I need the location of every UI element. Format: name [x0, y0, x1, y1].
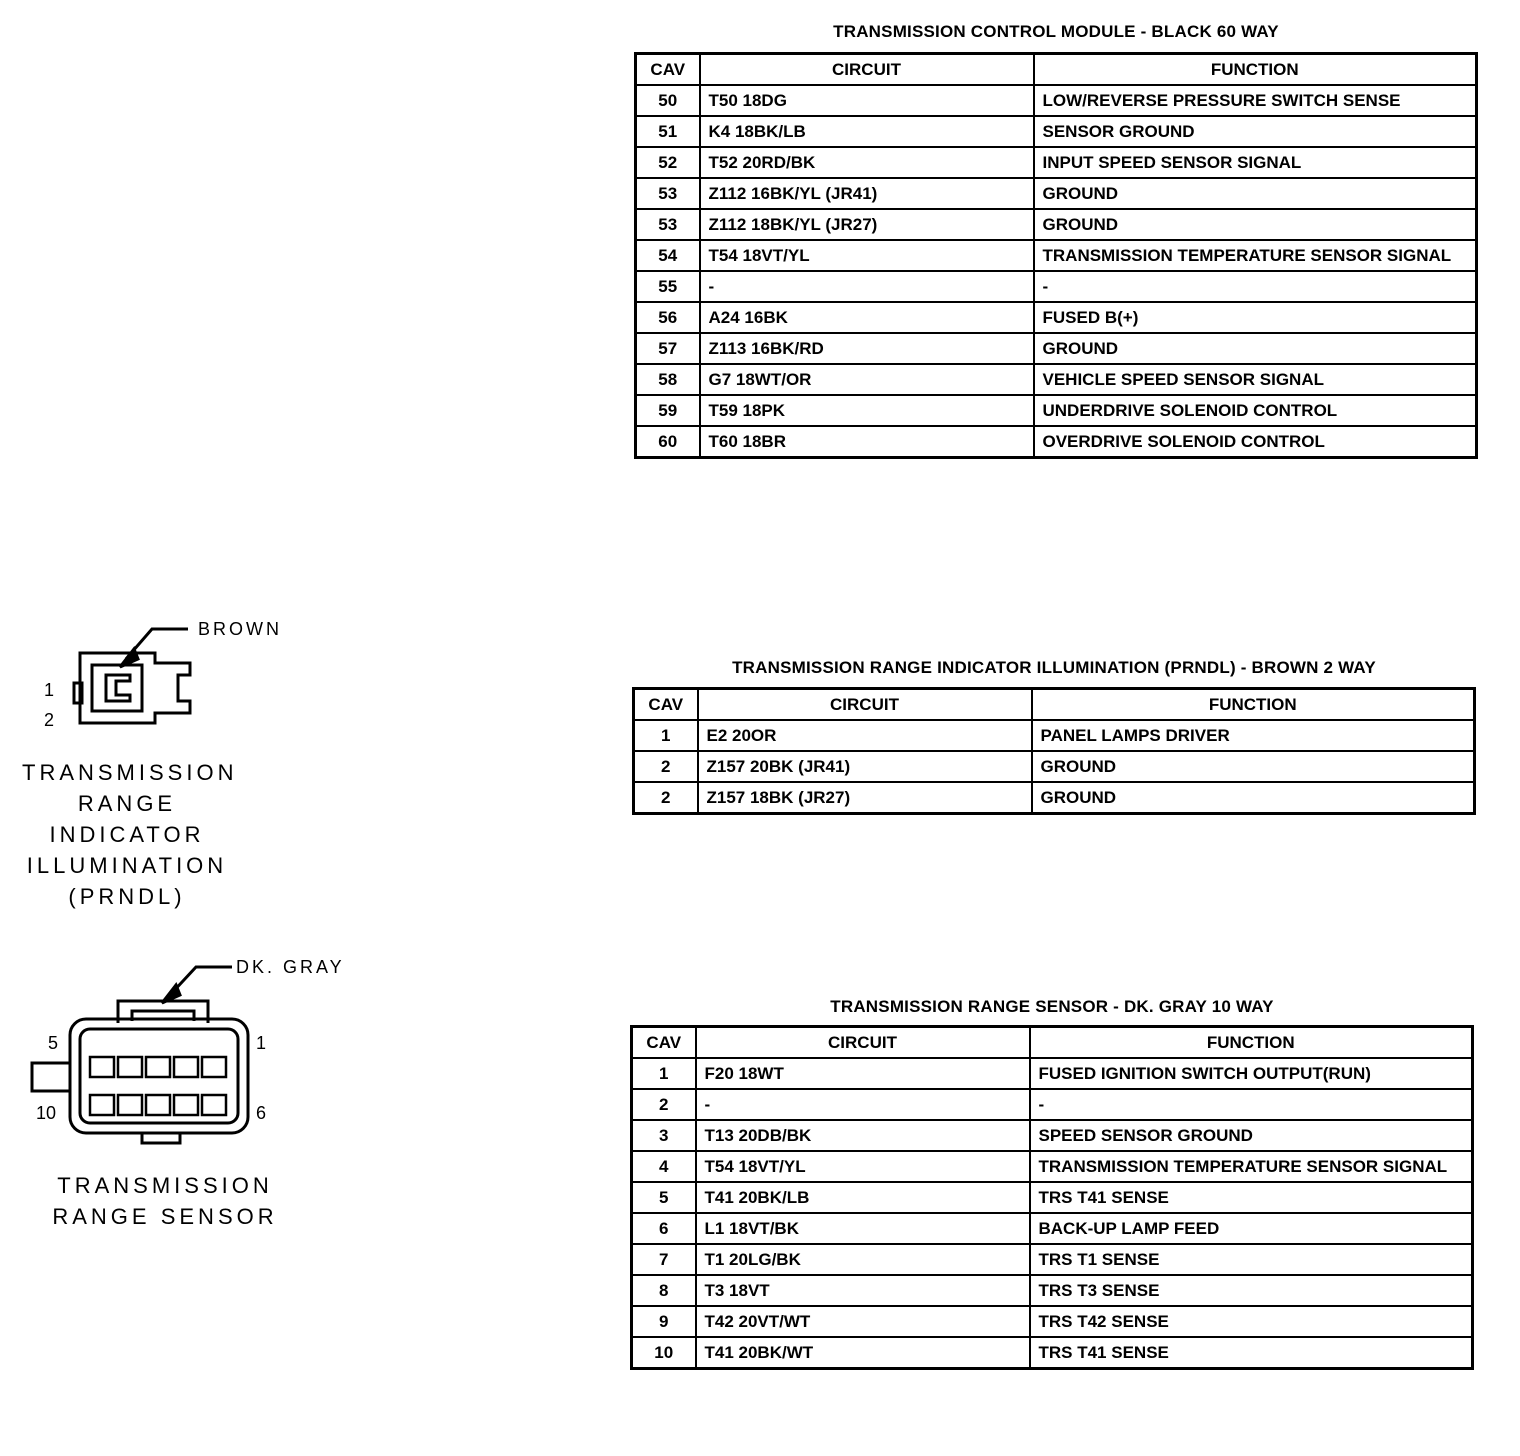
circuit-cell: K4 18BK/LB	[700, 116, 1034, 147]
trs-side-tab	[32, 1063, 70, 1091]
cav-header: CAV	[634, 689, 698, 721]
circuit-cell: Z112 16BK/YL (JR41)	[700, 178, 1034, 209]
cav-cell: 6	[632, 1213, 696, 1244]
function-cell: PANEL LAMPS DRIVER	[1032, 720, 1475, 751]
circuit-cell: -	[696, 1089, 1030, 1120]
table-row	[636, 426, 1477, 458]
table-row	[632, 1089, 1473, 1120]
trs-pinout-table	[630, 1025, 1474, 1370]
table-row	[632, 1182, 1473, 1213]
trs-color-tag: DK. GRAY	[236, 957, 345, 977]
cav-cell: 60	[636, 426, 700, 458]
prndl-pinout-table	[632, 687, 1476, 815]
circuit-cell: T54 18VT/YL	[700, 240, 1034, 271]
table-row	[632, 1337, 1473, 1369]
table-row	[636, 209, 1477, 240]
table-row	[636, 395, 1477, 426]
circuit-cell: A24 16BK	[700, 302, 1034, 333]
table-header-row	[632, 1027, 1473, 1059]
cav-header: CAV	[636, 54, 700, 86]
prndl-pin-1-label: 1	[44, 680, 55, 700]
prndl-connector-label	[22, 757, 238, 912]
circuit-cell: Z113 16BK/RD	[700, 333, 1034, 364]
function-cell: TRANSMISSION TEMPERATURE SENSOR SIGNAL	[1034, 240, 1477, 271]
function-cell: OVERDRIVE SOLENOID CONTROL	[1034, 426, 1477, 458]
cav-cell: 10	[632, 1337, 696, 1369]
cav-cell: 9	[632, 1306, 696, 1337]
function-cell: FUSED IGNITION SWITCH OUTPUT(RUN)	[1030, 1058, 1473, 1089]
tcm-table-title: TRANSMISSION CONTROL MODULE - BLACK 60 WAY	[833, 22, 1279, 41]
cav-cell: 54	[636, 240, 700, 271]
function-cell: INPUT SPEED SENSOR SIGNAL	[1034, 147, 1477, 178]
trs-cavity-2	[174, 1057, 198, 1077]
label-line: TRANSMISSION	[22, 760, 238, 785]
trs-pin-5-label: 5	[48, 1033, 59, 1053]
function-cell: TRS T1 SENSE	[1030, 1244, 1473, 1275]
circuit-cell: T3 18VT	[696, 1275, 1030, 1306]
label-line: INDICATOR	[49, 822, 205, 847]
cav-cell: 57	[636, 333, 700, 364]
table-row	[636, 240, 1477, 271]
table-row	[634, 782, 1475, 814]
function-cell: TRS T42 SENSE	[1030, 1306, 1473, 1337]
cav-cell: 7	[632, 1244, 696, 1275]
function-cell: GROUND	[1034, 178, 1477, 209]
cav-cell: 52	[636, 147, 700, 178]
circuit-cell: Z157 20BK (JR41)	[698, 751, 1032, 782]
table-row	[632, 1151, 1473, 1182]
function-cell: LOW/REVERSE PRESSURE SWITCH SENSE	[1034, 85, 1477, 116]
table-row	[634, 720, 1475, 751]
label-line: RANGE	[77, 791, 177, 816]
circuit-header: CIRCUIT	[696, 1027, 1030, 1059]
circuit-cell: E2 20OR	[698, 720, 1032, 751]
trs-cavity-4	[118, 1057, 142, 1077]
table-row	[636, 116, 1477, 147]
table-row	[632, 1244, 1473, 1275]
function-cell: -	[1030, 1089, 1473, 1120]
cav-header: CAV	[632, 1027, 696, 1059]
function-cell: GROUND	[1032, 782, 1475, 814]
table-header-row	[636, 54, 1477, 86]
cav-cell: 56	[636, 302, 700, 333]
trs-cavity-5	[90, 1057, 114, 1077]
circuit-cell: L1 18VT/BK	[696, 1213, 1030, 1244]
function-cell: TRS T3 SENSE	[1030, 1275, 1473, 1306]
function-cell: VEHICLE SPEED SENSOR SIGNAL	[1034, 364, 1477, 395]
table-header-row	[634, 689, 1475, 721]
function-cell: TRS T41 SENSE	[1030, 1182, 1473, 1213]
trs-pin-6-label: 6	[256, 1103, 267, 1123]
table-row	[636, 302, 1477, 333]
table-row	[636, 147, 1477, 178]
cav-cell: 59	[636, 395, 700, 426]
cav-cell: 1	[632, 1058, 696, 1089]
function-cell: FUSED B(+)	[1034, 302, 1477, 333]
trs-cavity-10	[90, 1095, 114, 1115]
function-cell: TRS T41 SENSE	[1030, 1337, 1473, 1369]
function-cell: SPEED SENSOR GROUND	[1030, 1120, 1473, 1151]
trs-connector-label	[50, 1170, 280, 1232]
table-row	[636, 271, 1477, 302]
table-row	[636, 333, 1477, 364]
cav-cell: 2	[634, 751, 698, 782]
trs-cavity-8	[146, 1095, 170, 1115]
circuit-cell: T41 20BK/WT	[696, 1337, 1030, 1369]
cav-cell: 53	[636, 178, 700, 209]
circuit-cell: F20 18WT	[696, 1058, 1030, 1089]
cav-cell: 8	[632, 1275, 696, 1306]
table-row	[632, 1213, 1473, 1244]
function-cell: GROUND	[1034, 209, 1477, 240]
cav-cell: 53	[636, 209, 700, 240]
trs-cavity-6	[202, 1095, 226, 1115]
trs-cavity-9	[118, 1095, 142, 1115]
function-cell: BACK-UP LAMP FEED	[1030, 1213, 1473, 1244]
table-row	[634, 751, 1475, 782]
circuit-cell: T52 20RD/BK	[700, 147, 1034, 178]
circuit-header: CIRCUIT	[700, 54, 1034, 86]
trs-cavity-3	[146, 1057, 170, 1077]
circuit-cell: T1 20LG/BK	[696, 1244, 1030, 1275]
cav-cell: 1	[634, 720, 698, 751]
label-line: RANGE SENSOR	[52, 1204, 278, 1229]
cav-cell: 4	[632, 1151, 696, 1182]
cav-cell: 5	[632, 1182, 696, 1213]
cav-cell: 2	[632, 1089, 696, 1120]
table-row	[636, 85, 1477, 116]
circuit-cell: Z157 18BK (JR27)	[698, 782, 1032, 814]
circuit-cell: T42 20VT/WT	[696, 1306, 1030, 1337]
circuit-cell: G7 18WT/OR	[700, 364, 1034, 395]
cav-cell: 2	[634, 782, 698, 814]
cav-cell: 58	[636, 364, 700, 395]
prndl-latch	[74, 683, 82, 703]
function-cell: SENSOR GROUND	[1034, 116, 1477, 147]
trs-pin-10-label: 10	[36, 1103, 57, 1123]
table-row	[632, 1058, 1473, 1089]
label-line: (PRNDL)	[68, 884, 186, 909]
trs-cavity-7	[174, 1095, 198, 1115]
cav-cell: 55	[636, 271, 700, 302]
table-row	[636, 364, 1477, 395]
function-header: FUNCTION	[1032, 689, 1475, 721]
table-row	[636, 178, 1477, 209]
circuit-cell: T60 18BR	[700, 426, 1034, 458]
label-line: ILLUMINATION	[26, 853, 228, 878]
prndl-color-tag: BROWN	[198, 619, 282, 639]
prndl-table-title: TRANSMISSION RANGE INDICATOR ILLUMINATION (PRNDL) - BROWN 2 WAY	[732, 658, 1376, 677]
cav-cell: 3	[632, 1120, 696, 1151]
cav-cell: 51	[636, 116, 700, 147]
trs-connector-drawing	[20, 955, 260, 1155]
table-row	[632, 1306, 1473, 1337]
function-cell: GROUND	[1034, 333, 1477, 364]
circuit-cell: T41 20BK/LB	[696, 1182, 1030, 1213]
function-header: FUNCTION	[1034, 54, 1477, 86]
function-cell: TRANSMISSION TEMPERATURE SENSOR SIGNAL	[1030, 1151, 1473, 1182]
circuit-cell: -	[700, 271, 1034, 302]
label-line: TRANSMISSION	[57, 1173, 273, 1198]
function-cell: GROUND	[1032, 751, 1475, 782]
trs-table-title: TRANSMISSION RANGE SENSOR - DK. GRAY 10 WAY	[830, 997, 1274, 1016]
circuit-cell: T59 18PK	[700, 395, 1034, 426]
prndl-pin-2-label: 2	[44, 710, 55, 730]
prndl-terminal	[106, 675, 130, 701]
trs-pin-1-label: 1	[256, 1033, 267, 1053]
circuit-header: CIRCUIT	[698, 689, 1032, 721]
function-cell: -	[1034, 271, 1477, 302]
tcm-pinout-table	[634, 52, 1478, 459]
circuit-cell: Z112 18BK/YL (JR27)	[700, 209, 1034, 240]
cav-cell: 50	[636, 85, 700, 116]
trs-cavity-1	[202, 1057, 226, 1077]
circuit-cell: T50 18DG	[700, 85, 1034, 116]
function-cell: UNDERDRIVE SOLENOID CONTROL	[1034, 395, 1477, 426]
circuit-cell: T54 18VT/YL	[696, 1151, 1030, 1182]
function-header: FUNCTION	[1030, 1027, 1473, 1059]
table-row	[632, 1275, 1473, 1306]
table-row	[632, 1120, 1473, 1151]
circuit-cell: T13 20DB/BK	[696, 1120, 1030, 1151]
